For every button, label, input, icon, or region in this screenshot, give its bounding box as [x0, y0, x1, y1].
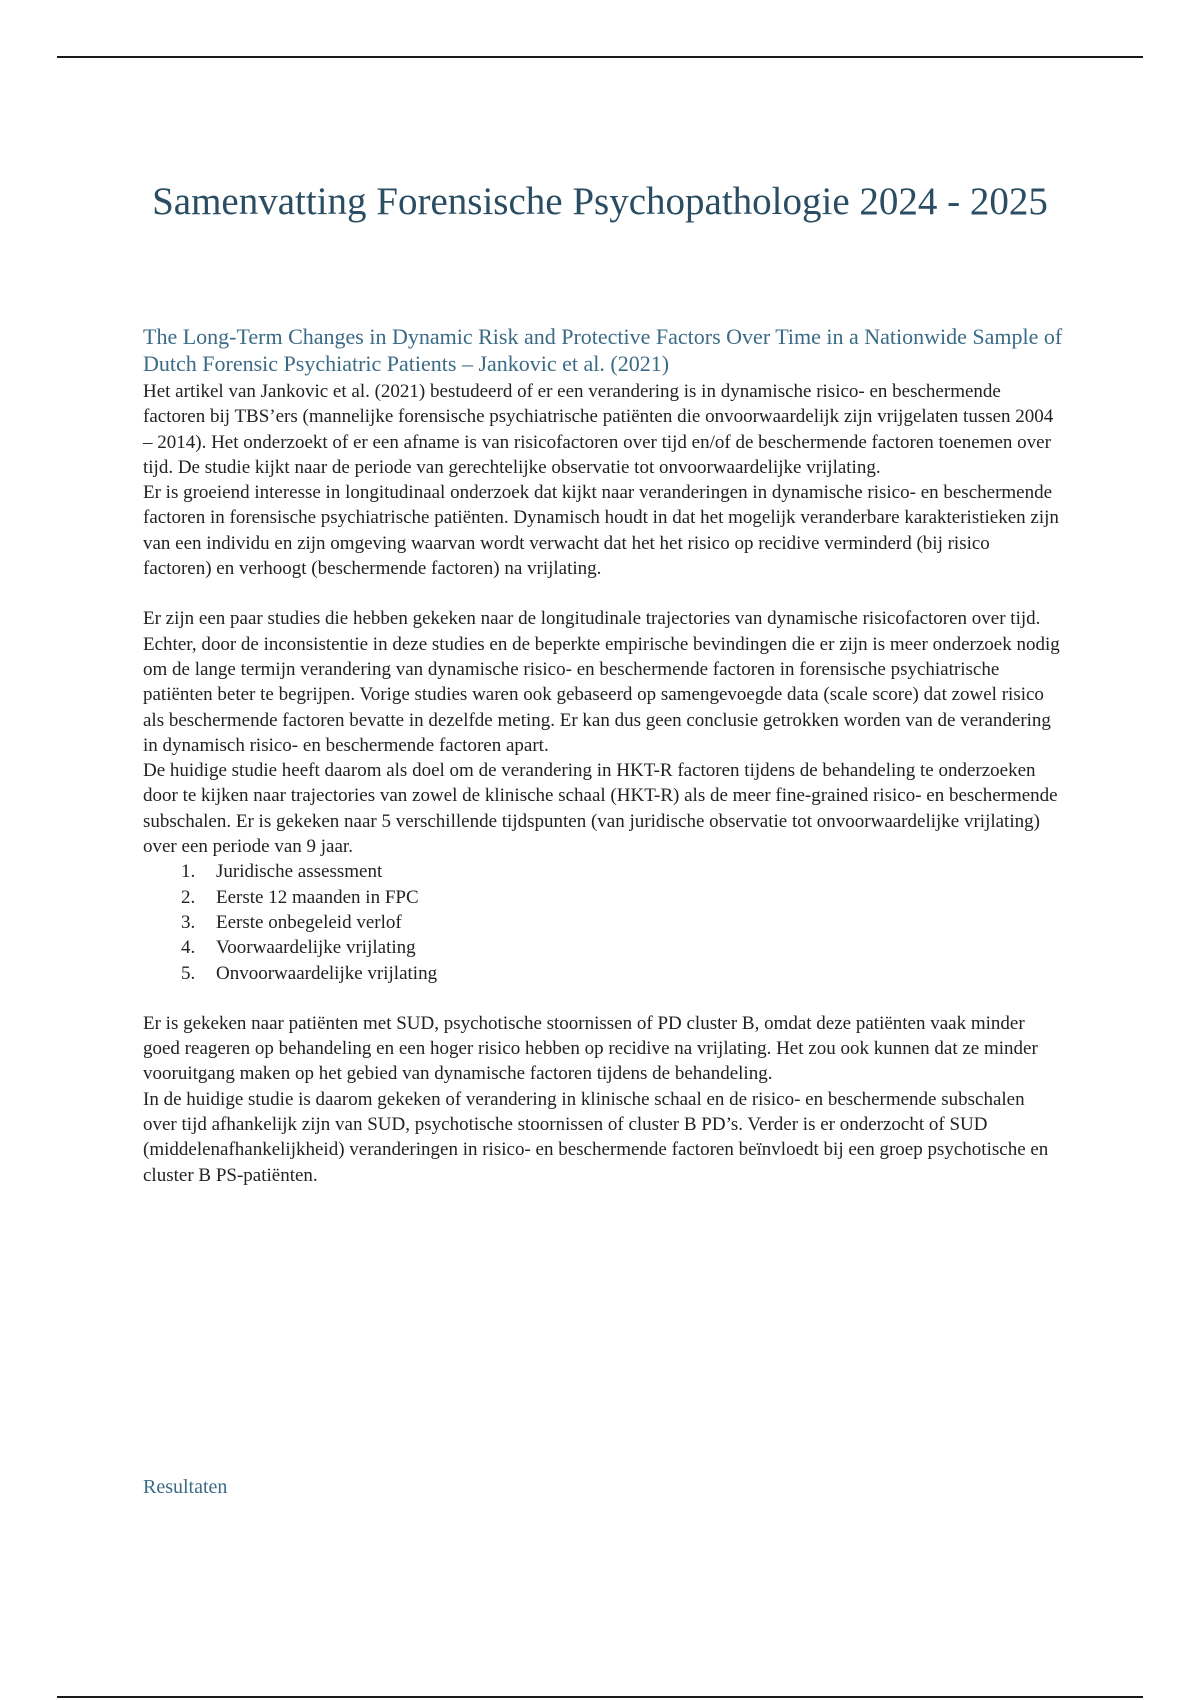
results-heading: Resultaten — [143, 1476, 228, 1498]
paragraph-current-study: De huidige studie heeft daarom als doel om de verandering in HKT-R factoren tijdens de behandeling te onderzoeken door te kijken naar trajectories van zowel de klinische schaal (HKT-R) als de meer fine-grained risico- en beschermende subschalen. Er is gekeken naar 5 verschillende tijdspunten (van juridische observatie tot onvoorwaardelijke vrijlating) over een periode van 9 jaar. — [143, 760, 1058, 858]
paragraph-patient-groups: Er is gekeken naar patiënten met SUD, psychotische stoornissen of PD cluster B, omdat deze patiënten vaak minder goed reageren op behandeling en een hoger risico hebben op recidive na vrijlating. Het zou ook kunnen dat ze minder vooruitgang maken op het gebied van dynamische factoren tijdens de behandeling. — [143, 1012, 1038, 1085]
bottom-rule — [57, 1696, 1143, 1698]
list-item-label: Voorwaardelijke vrijlating — [216, 937, 416, 959]
list-item-label: Eerste onbegeleid verlof — [216, 911, 402, 933]
list-item-number: 5. — [181, 962, 196, 984]
list-item — [181, 961, 1063, 986]
paragraph-interest: Er is groeiend interesse in longitudinaal onderzoek dat kijkt naar veranderingen in dynamische risico- en beschermende factoren in forensische psychiatrische patiënten. Dynamisch houdt in dat het mogelijk veranderbare karakteristieken zijn van een individu en zijn omgeving waarvan wordt verwacht dat het het risico op recidive verminderd (bij risico factoren) en verhoogt (beschermende factoren) na vrijlating. — [143, 482, 1059, 580]
paragraph-gap — [143, 581, 1063, 606]
list-item — [181, 910, 1063, 935]
list-item — [181, 885, 1063, 910]
document-body — [143, 323, 1063, 1188]
paragraph-research-question: In de huidige studie is daarom gekeken of verandering in klinische schaal en de risico- en beschermende subschalen over tijd afhankelijk zijn van SUD, psychotische stoornissen of cluster B PD’s. Verder is er onderzocht of SUD (middelenafhankelijkheid) veranderingen in risico- en beschermende factoren beïnvloedt bij een groep psychotische en cluster B PS-patiënten. — [143, 1088, 1049, 1186]
section-heading: The Long-Term Changes in Dynamic Risk and Protective Factors Over Time in a Nationwide Sample of Dutch Forensic Psychiatric Patients – Jankovic et al. (2021) — [143, 324, 1063, 376]
list-item — [181, 935, 1063, 960]
list-item-label: Eerste 12 maanden in FPC — [216, 886, 419, 908]
list-item-number: 2. — [181, 886, 196, 908]
paragraph-previous-studies: Er zijn een paar studies die hebben gekeken naar de longitudinale trajectories van dynamische risicofactoren over tijd. Echter, door de inconsistentie in deze studies en de beperkte empirische bevindingen die er zijn is meer onderzoek nodig om de lange termijn verandering van dynamische risico- en beschermende factoren in forensische psychiatrische patiënten beter te begrijpen. Vorige studies waren ook gebaseerd op samengevoegde data (scale score) dat zowel risico als beschermende factoren bevatte in dezelfde meting. Er kan dus geen conclusie getrokken worden van de verandering in dynamisch risico- en beschermende factoren apart. — [143, 608, 1060, 756]
list-item-label: Onvoorwaardelijke vrijlating — [216, 962, 438, 984]
list-item-number: 3. — [181, 911, 196, 933]
document-title: Samenvatting Forensische Psychopathologie 2024 - 2025 — [152, 180, 1048, 223]
list-item-number: 1. — [181, 861, 196, 883]
paragraph-gap — [143, 986, 1063, 1011]
top-rule — [57, 56, 1143, 58]
list-item — [181, 859, 1063, 884]
list-item-number: 4. — [181, 937, 196, 959]
timepoints-list — [143, 859, 1063, 985]
list-item-label: Juridische assessment — [216, 861, 383, 883]
paragraph-intro: Het artikel van Jankovic et al. (2021) bestudeerd of er een verandering is in dynamische risico- en beschermende factoren bij TBS’ers (mannelijke forensische psychiatrische patiënten die onvoorwaardelijk zijn vrijgelaten tussen 2004 – 2014). Het onderzoekt of er een afname is van risicofactoren over tijd en/of de beschermende factoren toenemen over tijd. De studie kijkt naar de periode van gerechtelijke observatie tot onvoorwaardelijke vrijlating. — [143, 381, 1054, 478]
